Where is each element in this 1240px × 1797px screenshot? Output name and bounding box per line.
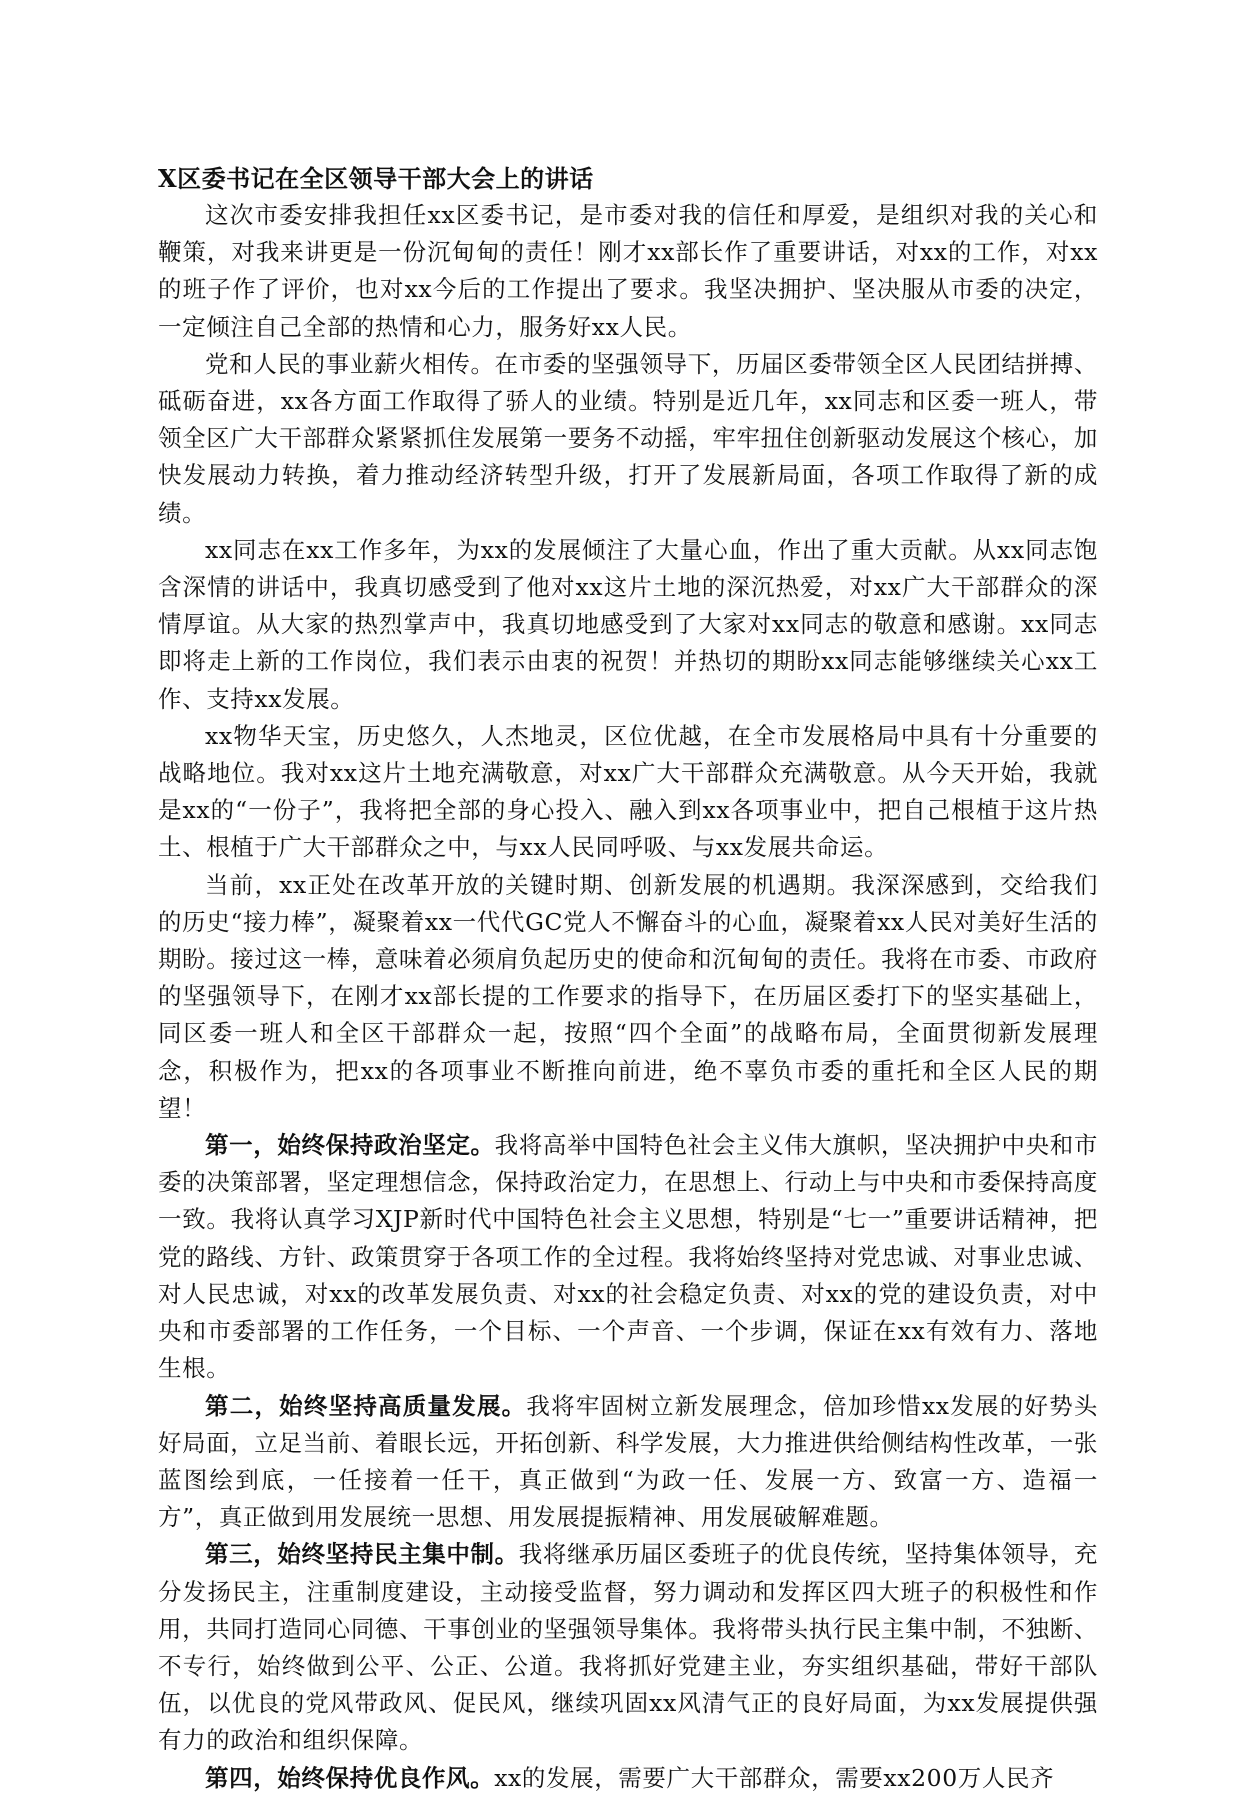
paragraph-text: 这次市委安排我担任xx区委书记，是市委对我的信任和厚爱，是组织对我的关心和鞭策，对我来讲更是一份沉甸甸的责任！刚才xx部长作了重要讲话，对xx的工作，对xx的班子作了评价，也对xx今后的工作提出了要求。我坚决拥护、坚决服从市委的决定，一定倾注自己全部的热情和心力，服务好xx人民。 — [158, 201, 1098, 341]
paragraph-text: 当前，xx正处在改革开放的关键时期、创新发展的机遇期。我深深感到，交给我们的历史“接力棒”，凝聚着xx一代代GC党人不懈奋斗的心血，凝聚着xx人民对美好生活的期盼。接过这一棒，意味着必须肩负起历史的使命和沉甸甸的责任。我将在市委、市政府的坚强领导下，在刚才xx部长提的工作要求的指导下，在历届区委打下的坚实基础上，同区委一班人和全区干部群众一起，按照“四个全面”的战略布局，全面贯彻新发展理念，积极作为，把xx的各项事业不断推向前进，绝不辜负市委的重托和全区人民的期望！ — [158, 870, 1098, 1122]
paragraph-text: 我将高举中国特色社会主义伟大旗帜，坚决拥护中央和市委的决策部署，坚定理想信念，保持政治定力，在思想上、行动上与中央和市委保持高度一致。我将认真学习XJP新时代中国特色社会主义思想，特别是“七一”重要讲话精神，把党的路线、方针、政策贯穿于各项工作的全过程。我将始终坚持对党忠诚、对事业忠诚、对人民忠诚，对xx的改革发展负责、对xx的社会稳定负责、对xx的党的建设负责，对中央和市委部署的工作任务，一个目标、一个声音、一个步调，保证在xx有效有力、落地生根。 — [158, 1131, 1099, 1383]
paragraph-9 — [158, 1760, 1098, 1797]
paragraph-6 — [158, 1127, 1098, 1387]
paragraph-text: 党和人民的事业薪火相传。在市委的坚强领导下，历届区委带领全区人民团结拼搏、砥砺奋进，xx各方面工作取得了骄人的业绩。特别是近几年，xx同志和区委一班人，带领全区广大干部群众紧紧抓住发展第一要务不动摇，牢牢扭住创新驱动发展这个核心，加快发展动力转换，着力推动经济转型升级，打开了发展新局面，各项工作取得了新的成绩。 — [158, 349, 1098, 527]
paragraph-7 — [158, 1388, 1098, 1537]
paragraph-text: xx的发展，需要广大干部群众，需要xx200万人民齐 — [494, 1763, 1055, 1792]
paragraph-1 — [158, 197, 1098, 346]
paragraph-lead: 第四，始终保持优良作风。 — [205, 1763, 495, 1792]
paragraph-text: 我将继承历届区委班子的优良传统，坚持集体领导，充分发扬民主，注重制度建设，主动接受监督，努力调动和发挥区四大班子的积极性和作用，共同打造同心同德、干事创业的坚强领导集体。我将带头执行民主集中制，不独断、不专行，始终做到公平、公正、公道。我将抓好党建主业，夯实组织基础，带好干部队伍，以优良的党风带政风、促民风，继续巩固xx风清气正的良好局面，为xx发展提供强有力的政治和组织保障。 — [158, 1540, 1098, 1755]
paragraph-4 — [158, 718, 1098, 867]
paragraph-2 — [158, 346, 1098, 532]
paragraph-text: xx同志在xx工作多年，为xx的发展倾注了大量心血，作出了重大贡献。从xx同志饱含深情的讲话中，我真切感受到了他对xx这片土地的深沉热爱，对xx广大干部群众的深情厚谊。从大家的热烈掌声中，我真切地感受到了大家对xx同志的敬意和感谢。xx同志即将走上新的工作岗位，我们表示由衷的祝贺！并热切的期盼xx同志能够继续关心xx工作、支持xx发展。 — [158, 535, 1098, 713]
paragraph-text: 我将牢固树立新发展理念，倍加珍惜xx发展的好势头好局面，立足当前、着眼长远，开拓创新、科学发展，大力推进供给侧结构性改革，一张蓝图绘到底，一任接着一任干，真正做到“为政一任、发展一方、致富一方、造福一方”，真正做到用发展统一思想、用发展提振精神、用发展破解难题。 — [158, 1391, 1098, 1532]
document-title: X区委书记在全区领导干部大会上的讲话 — [158, 164, 594, 193]
paragraph-lead: 第三，始终坚持民主集中制。 — [205, 1540, 519, 1569]
document-page — [158, 160, 1098, 1797]
paragraph-3 — [158, 532, 1098, 718]
paragraph-8 — [158, 1536, 1098, 1759]
paragraph-lead: 第二，始终坚持高质量发展。 — [205, 1391, 527, 1420]
paragraph-lead: 第一，始终保持政治坚定。 — [205, 1131, 495, 1160]
paragraph-text: xx物华天宝，历史悠久，人杰地灵，区位优越，在全市发展格局中具有十分重要的战略地位。我对xx这片土地充满敬意，对xx广大干部群众充满敬意。从今天开始，我就是xx的“一份子”，我将把全部的身心投入、融入到xx各项事业中，把自己根植于这片热土、根植于广大干部群众之中，与xx人民同呼吸、与xx发展共命运。 — [158, 721, 1098, 862]
paragraph-5 — [158, 867, 1098, 1127]
